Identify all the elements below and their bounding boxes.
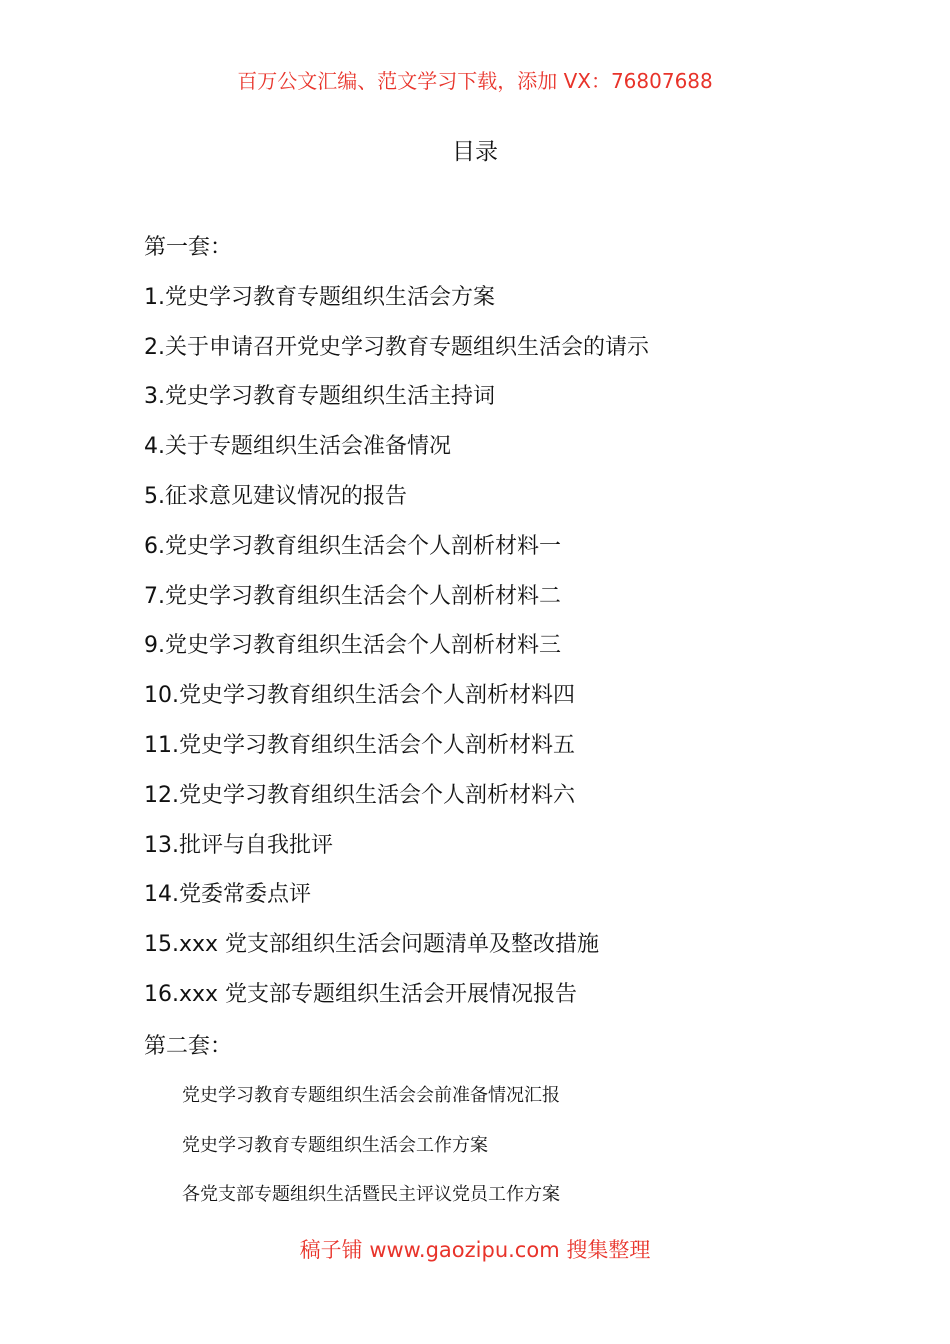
toc-item: 10.党史学习教育组织生活会个人剖析材料四 bbox=[144, 683, 575, 709]
toc-item: 12.党史学习教育组织生活会个人剖析材料六 bbox=[144, 782, 575, 808]
toc-item: 6.党史学习教育组织生活会个人剖析材料一 bbox=[144, 533, 561, 559]
toc-item: 5.征求意见建议情况的报告 bbox=[144, 483, 407, 509]
toc-item: 16.xxx 党支部专题组织生活会开展情况报告 bbox=[144, 981, 578, 1007]
page-title: 目录 bbox=[452, 139, 498, 165]
toc-set-1 bbox=[144, 233, 884, 1010]
toc-item: 13.批评与自我批评 bbox=[144, 832, 333, 858]
toc-item: 14.党委常委点评 bbox=[144, 882, 311, 908]
header-watermark-note: 百万公文汇编、范文学习下载，添加 VX：76807688 bbox=[237, 69, 713, 93]
toc-item: 2.关于申请召开党史学习教育专题组织生活会的请示 bbox=[144, 334, 649, 360]
set-2-items bbox=[182, 1083, 882, 1232]
toc-subitem: 党史学习教育专题组织生活会会前准备情况汇报 bbox=[182, 1085, 560, 1106]
toc-subitem: 党史学习教育专题组织生活会工作方案 bbox=[182, 1134, 488, 1156]
toc-item: 1.党史学习教育专题组织生活会方案 bbox=[144, 284, 495, 310]
toc-item: 11.党史学习教育组织生活会个人剖析材料五 bbox=[144, 732, 575, 758]
set-1-label: 第一套： bbox=[144, 235, 233, 260]
toc-item: 4.关于专题组织生活会准备情况 bbox=[144, 434, 451, 460]
toc-set-2 bbox=[144, 1032, 884, 1062]
footer-source-note: 稿子铺 www.gaozipu.com 搜集整理 bbox=[299, 1238, 651, 1262]
toc-item: 15.xxx 党支部组织生活会问题清单及整改措施 bbox=[144, 932, 600, 958]
set-2-label: 第二套： bbox=[144, 1034, 233, 1059]
toc-item: 3.党史学习教育专题组织生活主持词 bbox=[144, 384, 495, 410]
toc-subitem: 各党支部专题组织生活暨民主评议党员工作方案 bbox=[182, 1184, 560, 1205]
toc-item: 7.党史学习教育组织生活会个人剖析材料二 bbox=[144, 583, 561, 609]
toc-item: 9.党史学习教育组织生活会个人剖析材料三 bbox=[144, 633, 561, 659]
